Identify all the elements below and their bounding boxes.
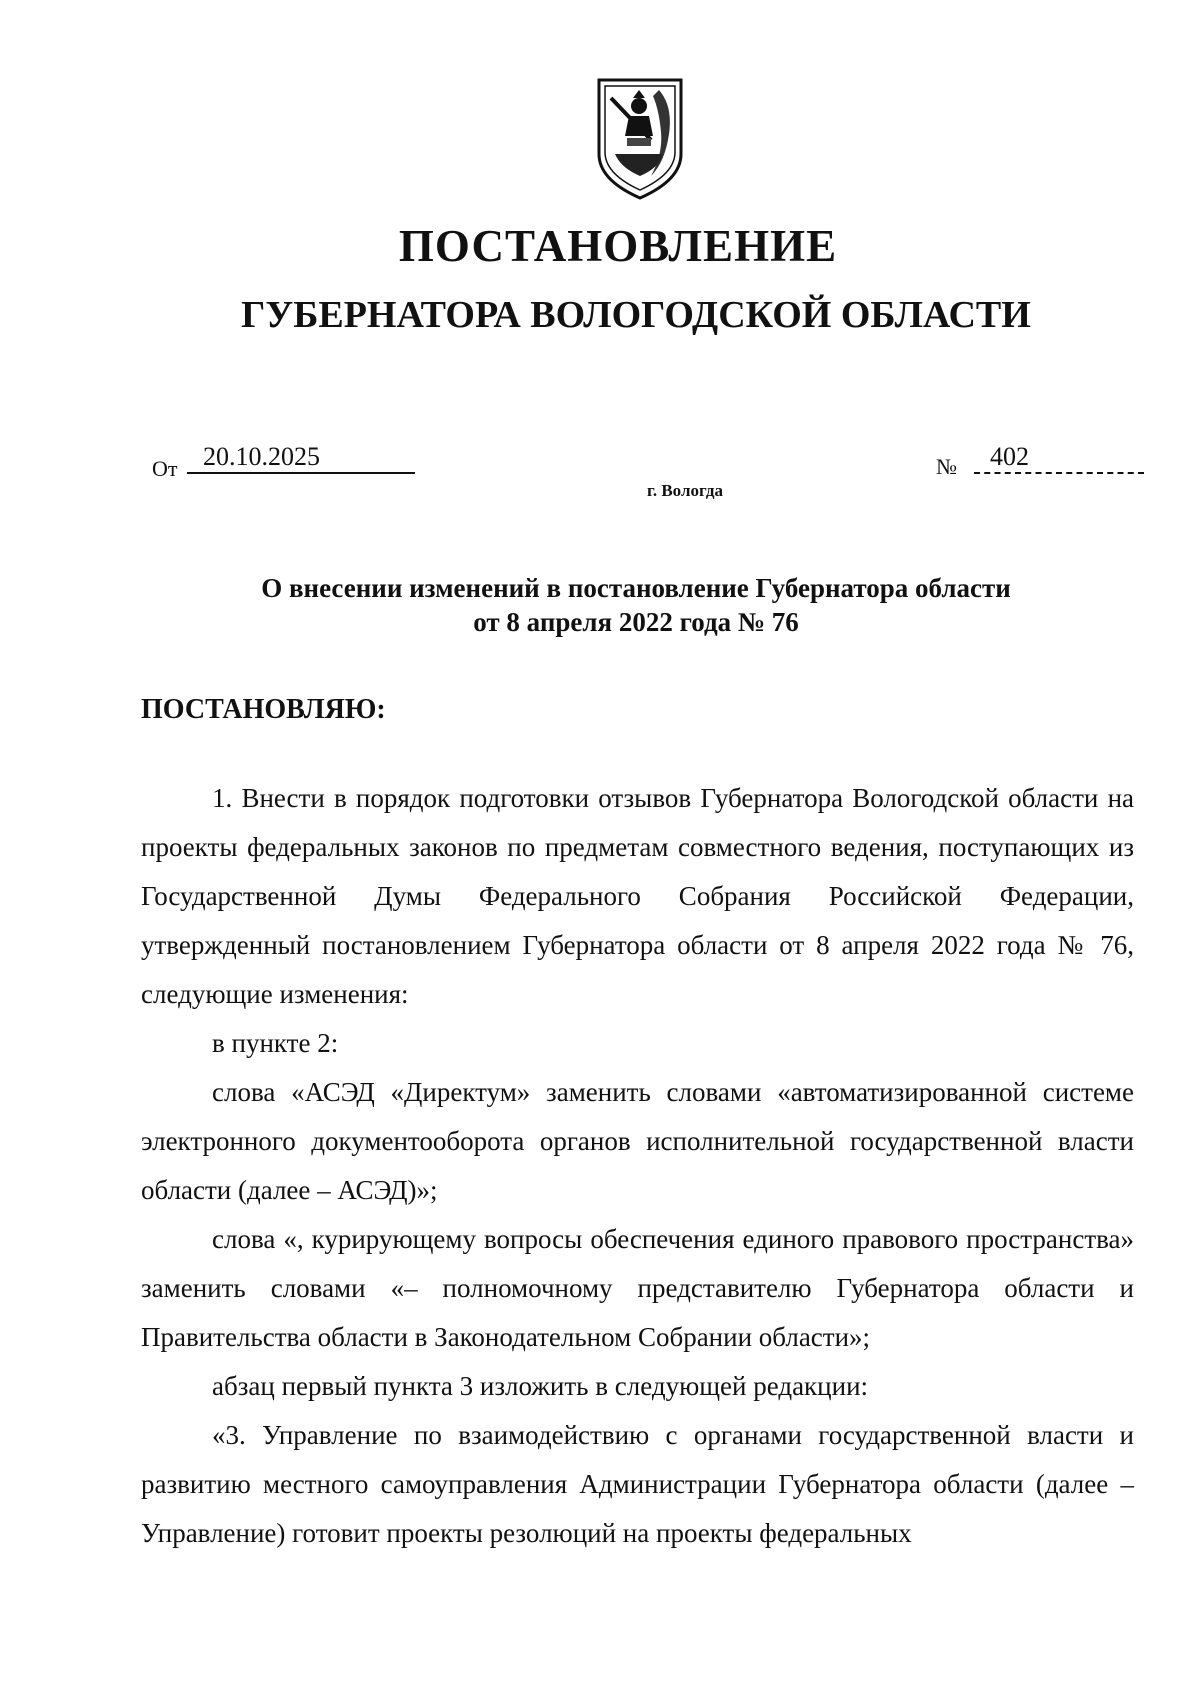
- number-prefix: №: [936, 454, 957, 479]
- document-number: 402: [974, 442, 1144, 474]
- decree-word: ПОСТАНОВЛЯЮ:: [141, 694, 386, 725]
- document-subtitle: ГУБЕРНАТОРА ВОЛОГОДСКОЙ ОБЛАСТИ: [241, 294, 1031, 336]
- date-number-row: [0, 442, 1200, 482]
- document-date: 20.10.2025: [187, 442, 415, 474]
- body-paragraph: в пункте 2:: [212, 1028, 339, 1058]
- document-title: ПОСТАНОВЛЕНИЕ: [398, 221, 838, 271]
- body-paragraph: слова «, курирующему вопросы обеспечения единого правового пространства» заменить словами «– полномочному представителю Губернатора области и Правительства области в Законодательном Собрании области»;: [141, 1224, 1134, 1352]
- body-paragraph: «3. Управление по взаимодействию с органами государственной власти и развитию местного самоуправления Администрации Губернатора области (далее – Управление) готовит проекты резолюций на проекты федеральных: [141, 1420, 1134, 1548]
- document-body: [141, 774, 1134, 1558]
- subject-line-1: О внесении изменений в постановление Губернатора области: [261, 573, 1011, 603]
- body-paragraph: слова «АСЭД «Директум» заменить словами «автоматизированной системе электронного документооборота органов исполнительной государственной власти области (далее – АСЭД)»;: [141, 1077, 1134, 1205]
- document-subject: [36, 571, 1200, 639]
- coat-of-arms-emblem: [593, 76, 687, 200]
- date-prefix: От: [152, 456, 178, 481]
- subject-line-2: от 8 апреля 2022 года № 76: [473, 607, 799, 637]
- body-paragraph: абзац первый пункта 3 изложить в следующей редакции:: [212, 1371, 869, 1401]
- city-label: г. Вологда: [647, 481, 723, 500]
- body-paragraph: 1. Внести в порядок подготовки отзывов Губернатора Вологодской области на проекты федеральных законов по предметам совместного ведения, поступающих из Государственной Думы Федерального Собрания Российской Федерации, утвержденный постановлением Губернатора области от 8 апреля 2022 года № 76, следующие изменения:: [141, 783, 1134, 1009]
